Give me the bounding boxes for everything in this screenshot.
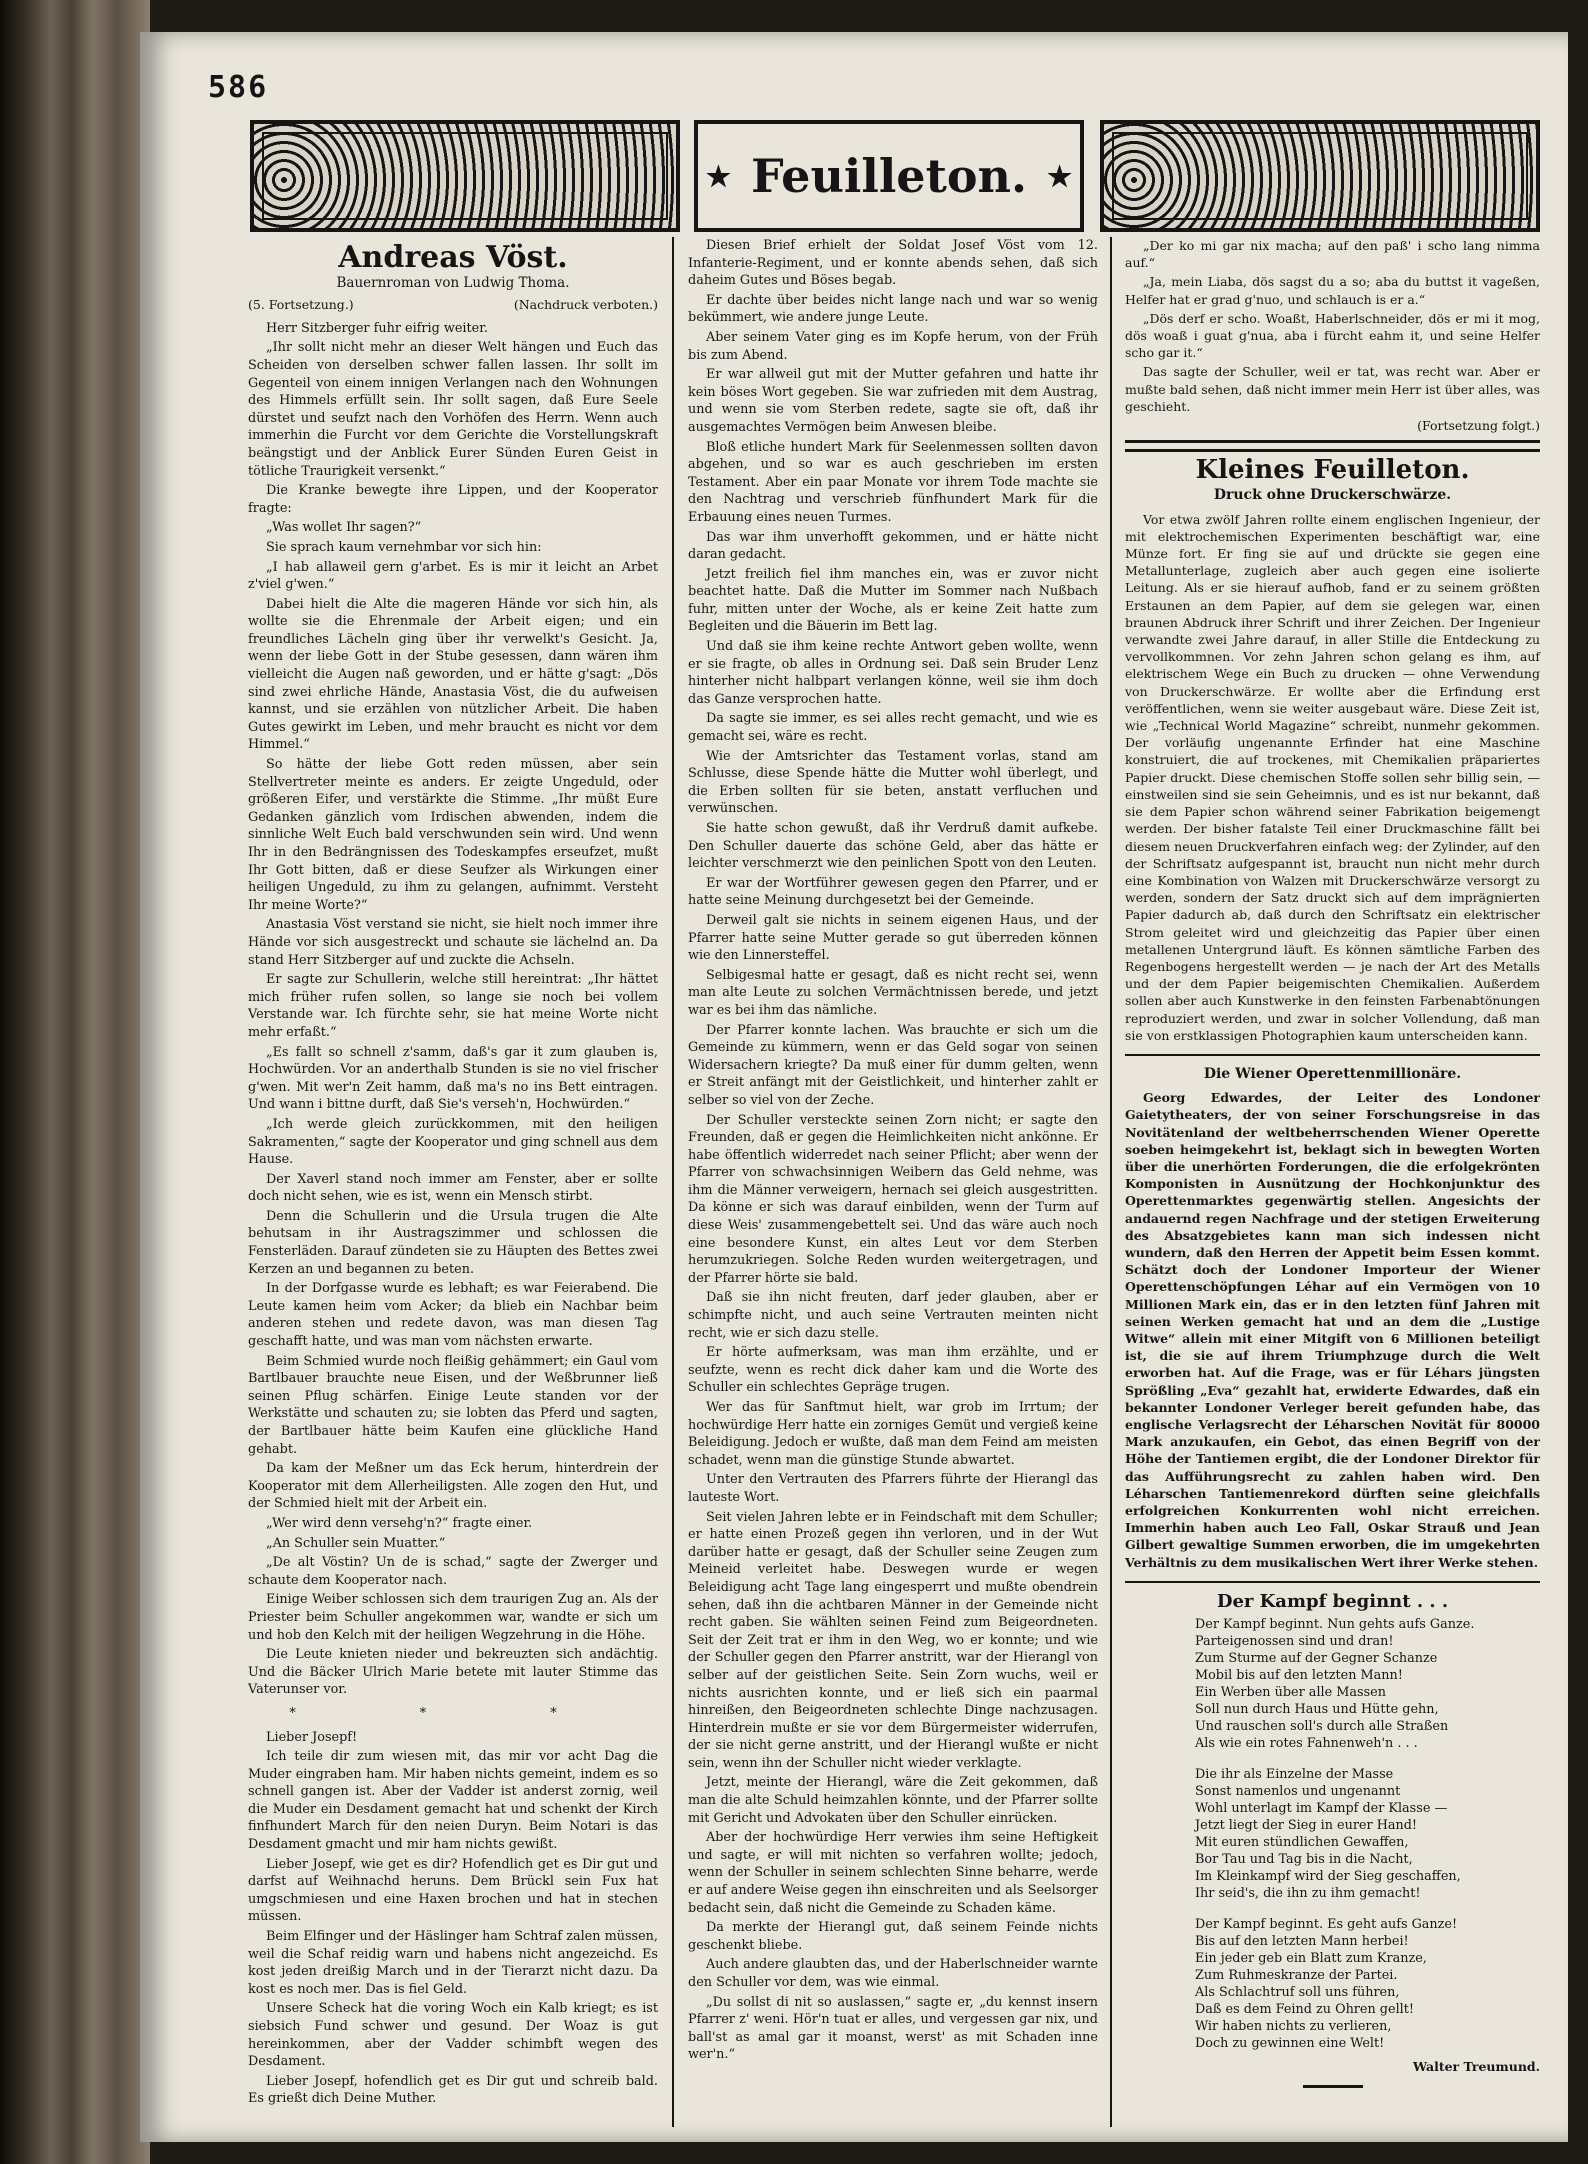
section-stars: * * * <box>289 1705 617 1721</box>
paragraph: Lieber Josepf, hofendlich get es Dir gut und schreib bald. Es grießt dich Deine Muther. <box>248 2073 658 2107</box>
poem-line: Im Kleinkampf wird der Sieg geschaffen, <box>1195 1869 1461 1885</box>
paragraph: Er dachte über beides nicht lange nach und war so wenig bekümmert, wie andere junge Leute. <box>688 292 1098 326</box>
paragraph: Derweil galt sie nichts in seinem eigenen Haus, und der Pfarrer hatte seine Mutter gerade so gut überreden können wie den Linnersteffel. <box>688 912 1098 964</box>
paragraph: Da merkte der Hierangl gut, daß seinem Feinde nichts geschenkt bliebe. <box>688 1920 1098 1953</box>
story-body-3 <box>1125 237 1540 415</box>
paragraph: Und daß sie ihm keine rechte Antwort geben wollte, wenn er sie fragte, ob alles in Ordnung sei. Daß sein Bruder Lenz hinterher nicht halbpart verlangen könne, weil sie ihm doch das Ganze versprochen hatte. <box>688 639 1098 707</box>
paragraph: Er war der Wortführer gewesen gegen den Pfarrer, und er hatte seine Meinung durchgesetzt bei der Gemeinde. <box>688 875 1098 909</box>
letter-body <box>248 1729 658 2108</box>
poem-line: Die ihr als Einzelne der Masse <box>1195 1767 1394 1783</box>
paragraph: Jetzt freilich fiel ihm manches ein, was er zuvor nicht beachtet hatte. Daß die Mutter im Sommer nach Nußbach fuhr, mitten unter der Woche, als er keine Zeit hatte zum Begleiten und die Bäuerin im Bett lag. <box>688 566 1098 635</box>
poem-line: Zum Sturme auf der Gegner Schanze <box>1195 1651 1438 1667</box>
poem-line: Der Kampf beginnt. Nun gehts aufs Ganze. <box>1195 1617 1475 1633</box>
paragraph: Dabei hielt die Alte die mageren Hände vor sich hin, als wollte sie die Ehrenmale der Arbeit eigen; und ein freundliches Lächeln ging über ihr verwelkt's Gesicht. Ja, wenn der liebe Gott in der Stube gesessen, dann wären ihm vielleicht die Augen naß geworden, und er hätte g'sagt: „Dös sind zwei ehrliche Hände, Anastasia Vöst, die du aufweisen kannst, und sie erzählen von nützlicher Arbeit. Die haben Gutes gewirkt im Leben, und mehr braucht es nicht vor dem Himmel.“ <box>248 596 658 753</box>
column-2 <box>688 237 1098 2066</box>
paragraph: Er sagte zur Schullerin, welche still hereintrat: „Ihr hättet mich früher rufen sollen, so lange sie noch bei vollem Verstande war. Ich fürchte sehr, sie hat meine Worte nicht mehr erfaßt.“ <box>248 972 658 1040</box>
paragraph: „Ihr sollt nicht mehr an dieser Welt hängen und Euch das Scheiden von derselben schwer fallen lassen. Ihr sollt im Gegenteil von einem innigen Verlangen nach den Wohnungen des Himmels erfüllt sein. Ihr sollt sagen, daß Eure Seele dürstet und seufzt nach den Vorhöfen des Herrn. Wenn auch immerhin die Furcht vor dem Gerichte die Vorstellungskraft beängstigt und der Anblick Eurer Sünden Euren Geist in tötliche Traurigkeit versenkt.“ <box>248 340 658 479</box>
poem-line: Als wie ein rotes Fahnenweh'n . . . <box>1195 1736 1418 1752</box>
poem-line: Daß es dem Feind zu Ohren gellt! <box>1195 2002 1415 2018</box>
paragraph: Auch andere glaubten das, und der Haberlschneider warnte den Schuller vor dem, was wie einmal. <box>688 1957 1098 1990</box>
paragraph: Aber seinem Vater ging es im Kopfe herum, von der Früh bis zum Abend. <box>688 329 1098 363</box>
paragraph: Er war allweil gut mit der Mutter gefahren und hatte ihr kein böses Wort gegeben. Sie war zufrieden mit dem Austrag, und wenn sie vom Sterben redete, sagte sie oft, daß ihr ausgemachtes Vermögen beim Anwesen bleibe. <box>688 367 1098 435</box>
poem <box>1125 1616 1540 2052</box>
paragraph: Der Xaverl stand noch immer am Fenster, aber er sollte doch nicht sehen, wie es ist, wenn ein Mensch stirbt. <box>248 1171 658 1205</box>
paragraph: Wie der Amtsrichter das Testament vorlas, stand am Schlusse, diese Spende hätte die Mutter wohl überlegt, und die Erben sollten für sie beten, anstatt verfluchen und verwünschen. <box>688 748 1098 817</box>
story-meta <box>248 296 658 314</box>
paragraph: Seit vielen Jahren lebte er in Feindschaft mit dem Schuller; er hatte einen Prozeß gegen ihn verloren, und in der Wut darüber hatte er gesagt, daß der Schuller seine Zeugen zum Meineid verleitet habe. Deswegen wurde er wegen Beleidigung acht Tage lang eingesperrt und mußte obendrein sehen, daß ihn die achtbaren Männer in der Gemeinde nicht recht gaben. Sie wählten seinen Feind zum Beigeordneten. Seit der Zeit trat er ihm in den Weg, wo er konnte; und wie der Schuller gegen den Pfarrer anstritt, war der Hierangl von selber auf der geistlichen Seite. Sein Zorn wuchs, weil er nichts ausrichten konnte, und er ließ sich ein paarmal hinreißen, den Beigeordneten schlechte Dinge nachzusagen. Hinterdrein mußte er sie vor dem Bürgermeister widerrufen, der sie nicht gerne anstritt, und der Hierangl wußte er nicht sein, wenn ihn der Schuller nicht wieder verklagte. <box>688 1509 1098 1771</box>
paragraph: Aber der hochwürdige Herr verwies ihm seine Heftigkeit und sagte, er will mit nichten so verfahren wollte; jedoch, wenn der Schuller in seinem schlechten Sinne beharre, werde er auf andere Weise gegen ihn einschreiten und als Seelsorger bedacht sein, daß nicht die Gemeinde zu Schaden käme. <box>688 1830 1098 1916</box>
paragraph: „Wer wird denn versehg'n?“ fragte einer. <box>266 1515 533 1531</box>
paragraph: Herr Sitzberger fuhr eifrig weiter. <box>266 320 489 336</box>
star-icon: ★ <box>705 159 732 193</box>
poem-line: Mobil bis auf den letzten Mann! <box>1195 1668 1403 1684</box>
paragraph: Sie hatte schon gewußt, daß ihr Verdruß damit aufkebe. Den Schuller dauerte das schöne Geld, aber das hätte er leichter verschmerzt wie den peinlichen Spott von den Leuten. <box>688 821 1098 872</box>
paragraph: Bloß etliche hundert Mark für Seelenmessen sollten davon abgehen, und so war es auch geschrieben im ersten Testament. Aber ein paar Monate vor ihrem Tode machte sie den Nachtrag und verschrieb fünfhundert Mark für die Erbauung eines neuen Turmes. <box>688 439 1098 525</box>
divider <box>1125 1581 1540 1583</box>
poem-stanza <box>1195 1916 1540 2052</box>
star-icon: ★ <box>1046 159 1073 193</box>
paragraph: Da kam der Meßner um das Eck herum, hinterdrein der Kooperator mit dem Allerheiligsten. Alle zogen den Hut, und der Schmied hielt mit der Arbeit ein. <box>248 1461 658 1512</box>
article-1-title: Druck ohne Druckerschwärze. <box>1213 487 1452 504</box>
divider <box>1125 440 1540 443</box>
poem-line: Doch zu gewinnen eine Welt! <box>1195 2036 1385 2052</box>
poem-line: Mit euren stündlichen Gewaffen, <box>1195 1835 1409 1851</box>
paragraph: „Der ko mi gar nix macha; auf den paß' i scho lang nimma auf.“ <box>1125 238 1540 271</box>
poem-line: Wohl unterlagt im Kampf der Klasse — <box>1195 1801 1448 1817</box>
paragraph: „Ja, mein Liaba, dös sagst du a so; aba du buttst it vageßen, Helfer hat er grad g'nuo, und schlauch is er a.“ <box>1125 274 1540 307</box>
paragraph: Der Schuller versteckte seinen Zorn nicht; er sagte den Freunden, daß er gegen die Heimlichkeiten nicht ankönne. Er habe öffentlich widerredet nach seiner Pflicht; aber wenn der Pfarrer von schwachsinnigen Weibern das Geld nehme, was ihm die Männer verweigern, hernach sei gleich ausgestritten. Da könne er sich was darauf einbilden, wenn der Turm auf diese Weis' zusammengebettelt sei. Und das wäre auch noch eine besondere Kunst, ein altes Leut vor dem Sterben herumzukriegen. Solche Reden wurden weitergetragen, und der Pfarrer hörte sie bald. <box>688 1112 1098 1286</box>
article-2-title: Die Wiener Operettenmillionäre. <box>1203 1065 1462 1082</box>
paragraph: Das war ihm unverhofft gekommen, und er hätte nicht daran gedacht. <box>688 529 1098 563</box>
poem-line: Ihr seid's, die ihn zu ihm gemacht! <box>1195 1886 1421 1902</box>
poem-line: Und rauschen soll's durch alle Straßen <box>1195 1719 1449 1735</box>
story-subtitle: Bauernroman von Ludwig Thoma. <box>336 274 570 291</box>
story-title: Andreas Vöst. <box>338 240 568 275</box>
poem-line: Ein jeder geb ein Blatt zum Kranze, <box>1195 1951 1427 1967</box>
poem-line: Als Schlachtruf soll uns führen, <box>1195 1985 1400 2001</box>
poem-line: Sonst namenlos und ungenannt <box>1195 1784 1401 1800</box>
paragraph: Da sagte sie immer, es sei alles recht gemacht, und wie es gemacht sei, wäre es recht. <box>688 711 1098 745</box>
paragraph: „Was wollet Ihr sagen?“ <box>266 520 422 536</box>
paragraph: In der Dorfgasse wurde es lebhaft; es war Feierabend. Die Leute kamen heim vom Acker; da blieb ein Nachbar beim anderen stehen und redete davon, was man diesen Tag geschafft hatte, und was man vom nächsten erwarte. <box>248 1281 658 1350</box>
column-1 <box>248 237 658 2110</box>
installment-label: (5. Fortsetzung.) <box>248 297 354 313</box>
page-number: 586 <box>208 70 269 105</box>
banner-title-box <box>694 120 1084 232</box>
paragraph: Denn die Schullerin und die Ursula trugen die Alte behutsam in ihr Austragszimmer und schlossen die Fensterläden. Darauf zündeten sie zu Häupten des Bettes zwei Kerzen an und begannen zu beten. <box>248 1208 658 1277</box>
story-body-2 <box>688 237 1098 2064</box>
poem-line: Ein Werben über alle Massen <box>1195 1685 1386 1701</box>
paragraph: Das sagte der Schuller, weil er tat, was recht war. Aber er mußte bald sehen, daß nicht immer mein Herr ist über alles, was geschieht. <box>1125 364 1540 414</box>
paragraph: Der Pfarrer konnte lachen. Was brauchte er sich um die Gemeinde zu kümmern, wenn er das Geld sogar von seinen Widersachern kriegte? Da muß einer für dumm gelten, wenn er Streit anfängt mit der Geistlichkeit, und hinterher zahlt er selber so viel von der Zeche. <box>688 1022 1098 1108</box>
paragraph: Beim Elfinger und der Häslinger ham Schtraf zalen müssen, weil die Schaf reidig warn und habens nicht angezeichd. Es kost jeden dreißig March und in der Tierarzt nicht dazu. Da kost es noch mer. Das is fiel Geld. <box>248 1929 658 1997</box>
poem-author: Walter Treumund. <box>1413 2059 1540 2075</box>
poem-line: Wir haben nichts zu verlieren, <box>1195 2019 1392 2035</box>
divider <box>1303 2085 1363 2088</box>
paragraph: Daß sie ihn nicht freuten, darf jeder glauben, aber er schimpfte nicht, und auch seine Vertrauten meinten nicht recht, wie er sich dazu stelle. <box>688 1290 1098 1341</box>
continued-note: (Fortsetzung folgt.) <box>1417 418 1540 434</box>
book-spine-edge <box>0 0 150 2164</box>
column-rule <box>672 237 674 2127</box>
paragraph: Beim Schmied wurde noch fleißig gehämmert; ein Gaul vom Bartlbauer brauchte neue Eisen, und der Weßbrunner ließ seinen Pflug schärfen. Einige Leute standen vor der Werkstätte und schauten zu; sie lobten das Pferd und sagten, der Bartlbauer hätte beim Kaufen eine glückliche Hand gehabt. <box>248 1353 658 1457</box>
paragraph: Lieber Josepf! <box>266 1729 358 1745</box>
notice-label: (Nachdruck verboten.) <box>513 297 658 313</box>
paragraph: So hätte der liebe Gott reden müssen, aber sein Stellvertreter meinte es anders. Er zeigte Ungeduld, oder größeren Eifer, und verstärkte die Stimme. „Ihr müßt Eure Gedanken gänzlich vom Irdischen abwenden, indem die sinnliche Welt Euch bald verschwunden sein wird. Und wenn Ihr in den Bedrängnissen des Todeskampfes erseufzet, mußt Ihr Gott bitten, daß er diese Seufzer als Wirkungen einer heiligen Ungeduld, zu ihm zu gelangen, aufnimmt. Versteht Ihr meine Worte?“ <box>248 757 658 913</box>
poem-line: Jetzt liegt der Sieg in eurer Hand! <box>1195 1818 1418 1834</box>
paragraph: Selbigesmal hatte er gesagt, daß es nicht recht sei, wenn man alte Leute zu solchen Vermächtnissen berede, und jetzt war es bei ihm das nämliche. <box>688 967 1098 1018</box>
paragraph: „Du sollst di nit so auslassen,“ sagte er, „du kennst insern Pfarrer z' weni. Hör'n tuat er alles, und vergessen gar nix, und ball'st as amal gar it moanst, werst' as mit Schaden inne wer'n.“ <box>688 1994 1098 2063</box>
ornament-left <box>250 120 680 232</box>
paragraph: „I hab allaweil gern g'arbet. Es is mir it leicht an Arbet z'viel g'wen.“ <box>248 559 658 593</box>
poem-line: Bis auf den letzten Mann herbei! <box>1195 1934 1409 1950</box>
paragraph: „De alt Vöstin? Un de is schad,“ sagte der Zwerger und schaute dem Kooperator nach. <box>248 1555 658 1588</box>
newspaper-page <box>140 32 1568 2142</box>
paragraph: Diesen Brief erhielt der Soldat Josef Vöst vom 12. Infanterie-Regiment, und er konnte abends sehen, daß sich daheim Gutes und Böses begab. <box>688 238 1098 289</box>
poem-stanza <box>1195 1766 1540 1902</box>
column-rule <box>1110 237 1112 2127</box>
article-2-text: Georg Edwardes, der Leiter des Londoner Gaietytheaters, der von seiner Forschungsreise in das Novitätenland der weltbeherrschenden Wiener Operette soeben heimgekehrt ist, beklagt sich in bewegten Worten über die unerhörten Forderungen, die die erfolgekrönten Komponisten in Ausnützung der Hochkonjunktur des Operettenmarktes gegenwärtig stellen. Angesichts der andauernd regen Nachfrage und der stetigen Erweiterung des Absatzgebietes kann man sich indessen nicht wundern, daß den Herren der Appetit beim Essen kommt. Schätzt doch der Londoner Importeur der Wiener Operettenschöpfungen Léhar auf ein Vermögen von 10 Millionen Mark ein, das er in den letzten fünf Jahren mit seinen Werken gemacht hat und an dem die „Lustige Witwe“ allein mit einer Mitgift von 6 Millionen beteiligt ist, die sie auf ihrem Triumphzuge durch die Welt erworben hat. Auf die Frage, was er für Léhars jüngsten Sprößling „Eva“ gezahlt hat, erwiderte Edwardes, daß ein bekannter Londoner Verleger bereit gefunden habe, das englische Verlagsrecht der Léharschen Novität für 80000 Mark anzukaufen, ein Gebot, das einen Begriff von der Höhe der Tantiemen ergibt, die der Londoner Direktor für das Aufführungsrecht zu zahlen haben wird. Den Léharschen Tantiemenrekord dürften seine gleichfalls erfolgreichen Konkurrenten wohl nicht erreichen. Immerhin haben auch Leo Fall, Oskar Strauß und Jean Gilbert gewaltige Summen erworben, die im umgekehrten Verhältnis zu dem musikalischen Wert ihrer Werke stehen. <box>1125 1090 1540 1570</box>
paragraph: „Ich werde gleich zurückkommen, mit den heiligen Sakramenten,“ sagte der Kooperator und ging schnell aus dem Hause. <box>248 1116 658 1168</box>
paragraph: Ich teile dir zum wiesen mit, das mir vor acht Dag die Muder eingraben ham. Mir haben nichts gemeint, indem es so schnell gangen ist. Aber der Vadder ist anderst zornig, weil die Muder ein Desdament gemacht hat und schenkt der Kirch finfhundert March für den neien Duryn. Beim Notari is das Desdament gmacht und mir ham nichts gewißt. <box>248 1749 658 1853</box>
poem-stanza <box>1195 1616 1540 1752</box>
poem-line: Der Kampf beginnt. Es geht aufs Ganze! <box>1195 1917 1458 1933</box>
paragraph: Jetzt, meinte der Hierangl, wäre die Zeit gekommen, daß man die alte Schuld heimzahlen könnte, und der Pfarrer sollte mit Gericht und Advokaten über den Schuller einrücken. <box>688 1775 1098 1826</box>
paragraph: „Es fallt so schnell z'samm, daß's gar it zum glauben is, Hochwürden. Vor an anderthalb Stunden is sie no viel frischer g'wen. Mit wer'n Zeit hamm, daß ma's no ins Bett eintragen. Und wann i bittne durft, daß Sie's verseh'n, Hochwürden.“ <box>248 1044 658 1113</box>
feuilleton-banner <box>250 120 1540 232</box>
poem-line: Zum Ruhmeskranze der Partei. <box>1195 1968 1398 1984</box>
small-feuilleton-title: Kleines Feuilleton. <box>1195 455 1470 486</box>
paragraph: Unsere Scheck hat die voring Woch ein Kalb kriegt; es ist siebsich Fund schwer und gesund. Der Woaz is gut hereinkommen, aber der Vadder schimbft wegen des Desdament. <box>248 2001 658 2070</box>
paragraph: Die Leute knieten nieder und bekreuzten sich andächtig. Und die Bäcker Ulrich Marie betete mit lauter Stimme das Vaterunser vor. <box>248 1647 658 1698</box>
column-3 <box>1125 237 1540 2098</box>
paragraph: Einige Weiber schlossen sich dem traurigen Zug an. Als der Priester beim Schuller angekommen war, wandte er sich um und hob den Kelch mit der heiligen Wegzehrung in die Höhe. <box>248 1592 658 1643</box>
poem-line: Parteigenossen sind und dran! <box>1195 1634 1394 1650</box>
paragraph: Wer das für Sanftmut hielt, war grob im Irrtum; der hochwürdige Herr hatte ein zorniges Gemüt und vergieß keine Beleidigung. Jedoch er wußte, daß man dem Feind am meisten schadet, wenn man die günstige Stunde abwartet. <box>688 1400 1098 1468</box>
poem-line: Bor Tau und Tag bis in die Nacht, <box>1195 1852 1413 1868</box>
poem-title: Der Kampf beginnt . . . <box>1216 1590 1449 1612</box>
divider <box>1125 1054 1540 1056</box>
ornament-right <box>1100 120 1540 232</box>
story-body-1 <box>248 320 658 1699</box>
divider <box>1125 449 1540 452</box>
paragraph: Er hörte aufmerksam, was man ihm erzählte, und er seufzte, wenn es recht dick daher kam und die Worte des Schuller ein schlechtes Gepräge trugen. <box>688 1345 1098 1396</box>
banner-title: Feuilleton. <box>751 149 1027 203</box>
article-1-text: Vor etwa zwölf Jahren rollte einem englischen Ingenieur, der mit elektrochemischen Experimenten beschäftigt war, eine Münze fort. Er fing sie auf und drückte sie gegen eine Metallunterlage, zugleich aber auch gegen eine isolierte Leitung. Als er sie hierauf aufhob, fand er zu seinem größten Erstaunen an dem Papier, auf dem sie gelegen war, einen braunen Abdruck ihrer Schrift und ihrer Zeichen. Der Ingenieur verwandte zwei Jahre darauf, in aller Stille die Entdeckung zu vervollkommnen. Vor zehn Jahren schon gelang es ihm, auf elektrischem Wege ein Buch zu drucken — ohne Verwendung von Druckerschwärze. Er wollte aber die Erfindung erst veröffentlichen, wenn sie weiter ausgebaut wäre. Diese Zeit ist, wie „Technical World Magazine“ schreibt, nunmehr gekommen. Der vorläufig ungenannte Erfinder hat eine Maschine konstruiert, die auf trockenes, mit Chemikalien präpariertes Papier druckt. Diese chemischen Stoffe sollen sehr billig sein, — einstweilen sind sie sein Geheimnis, und es ist nur bekannt, daß sie dem Papier schon während seiner Fabrikation beigemengt werden. Der bisher fatalste Teil einer Druckmaschine fällt bei diesem neuen Druckverfahren einfach weg: der Zylinder, auf den der Schriftsatz aufgespannt ist, braucht nun nicht mehr durch eine Kombination von Walzen mit Druckerschwärze versorgt zu werden, sondern der Satz druckt sich auf dem imprägnierten Papier dadurch ab, daß durch den Schriftsatz ein elektrischer Strom geleitet wird und gleichzeitig das Papier über einen metallenen Untergrund läuft. Es können sämtliche Farben des Regenbogens hergestellt werden — je nach der Art des Metalls und der dem Papier beigemischten Chemikalien. Außerdem sollen aber auch Kunstwerke in den feinsten Farbenabtönungen reproduziert werden, und zwar in solcher Vollendung, daß man sie von erstklassigen Photographien kaum unterscheiden kann. <box>1125 511 1540 1043</box>
paragraph: Lieber Josepf, wie get es dir? Hofendlich get es Dir gut und darfst auf Weihnachd heruns. Dem Brückl sein Fux hat umgschmiesen und eine Haxen brochen und hat in stechen müssen. <box>248 1856 658 1925</box>
paragraph: Unter den Vertrauten des Pfarrers führte der Hierangl das lauteste Wort. <box>688 1472 1098 1505</box>
paragraph: Sie sprach kaum vernehmbar vor sich hin: <box>266 539 542 555</box>
paragraph: „An Schuller sein Muatter.“ <box>266 1535 446 1551</box>
poem-line: Soll nun durch Haus und Hütte gehn, <box>1195 1702 1439 1718</box>
paragraph: „Dös derf er scho. Woaßt, Haberlschneider, dös er mi it mog, dös woaß i guat g'nua, aba i fürcht eahm it, und seine Helfer scho gar it.“ <box>1125 310 1540 361</box>
paragraph: Die Kranke bewegte ihre Lippen, und der Kooperator fragte: <box>248 483 658 516</box>
paragraph: Anastasia Vöst verstand sie nicht, sie hielt noch immer ihre Hände vor sich ausgestreckt und schaute sie lächelnd an. Da stand Herr Sitzberger auf und zuckte die Achseln. <box>248 917 658 968</box>
